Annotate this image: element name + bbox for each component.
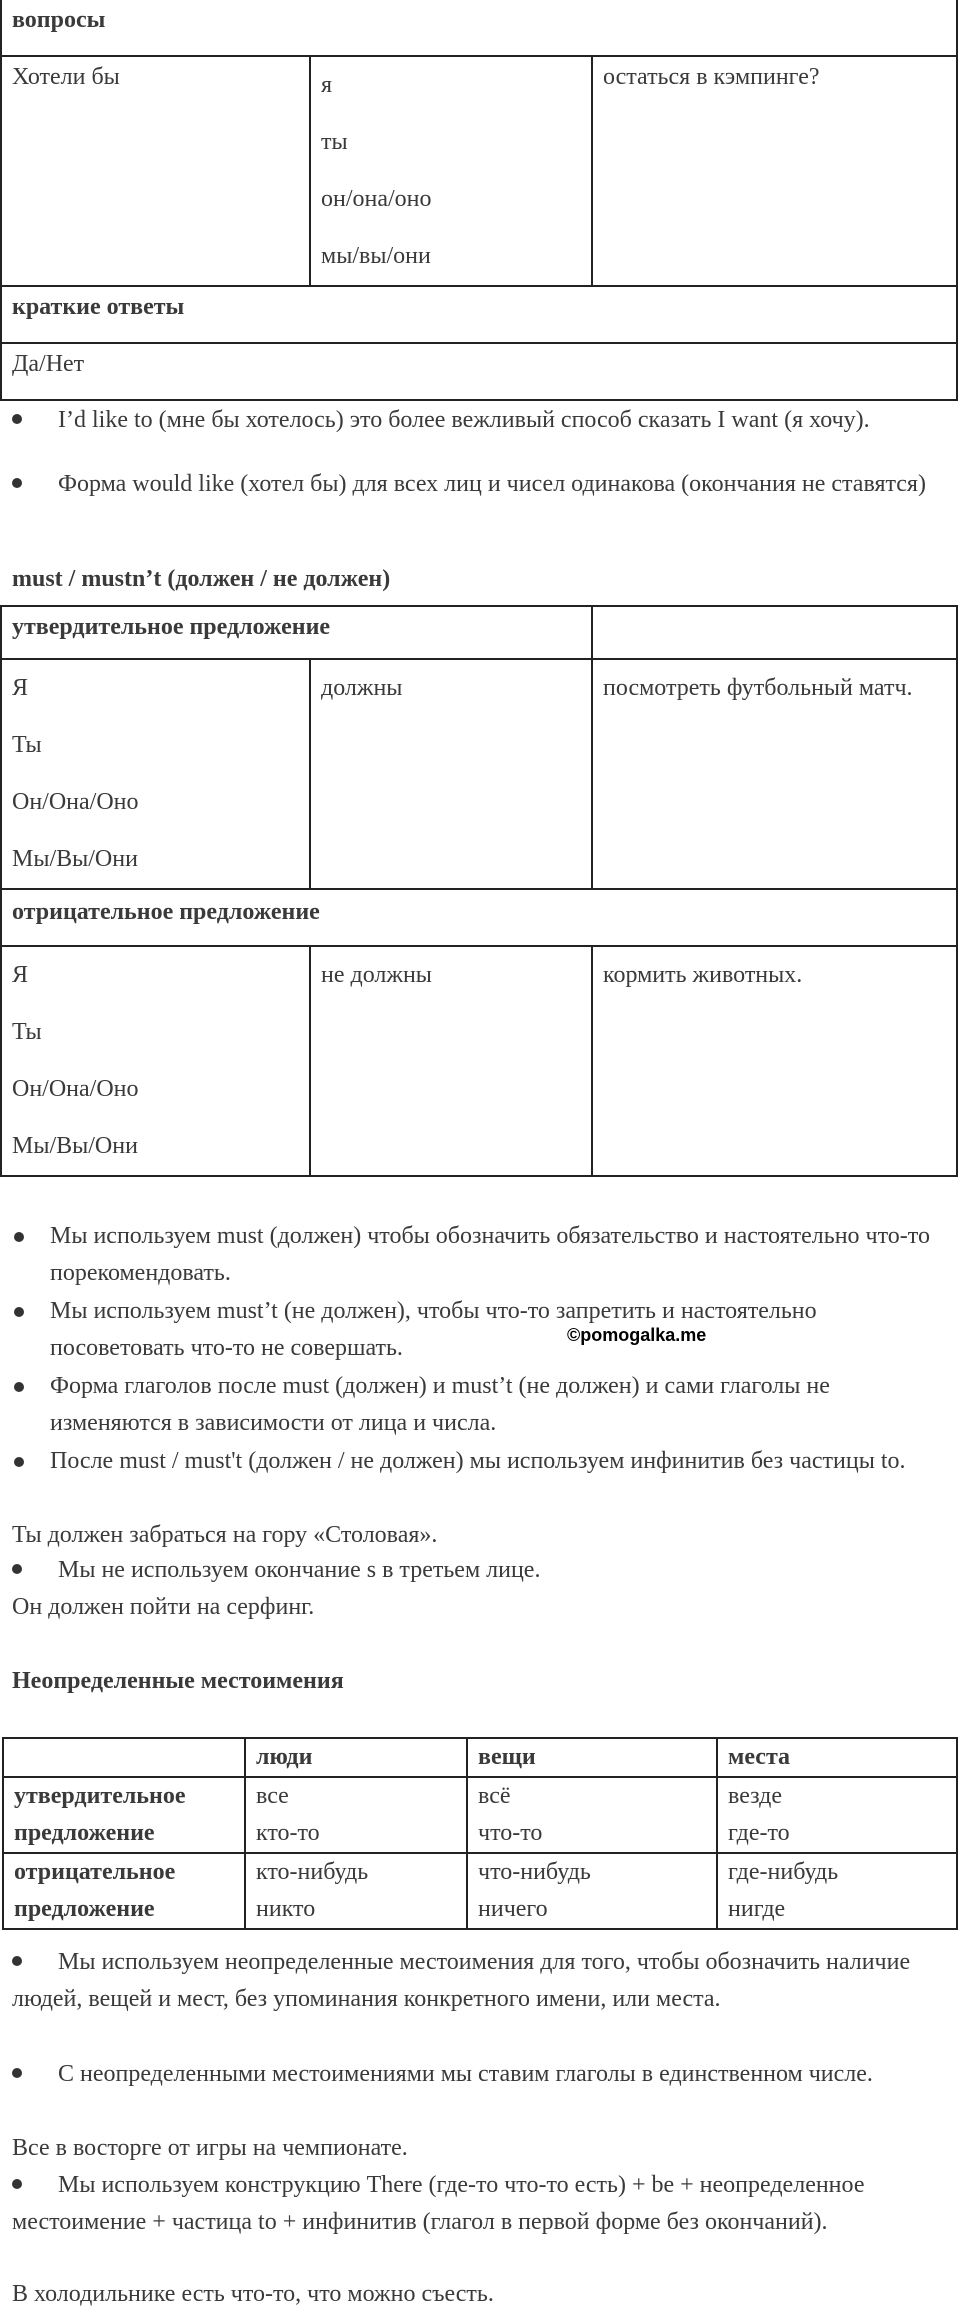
bullet-text: Мы используем must’t (не должен), чтобы что-то запретить и настоятельно посоветовать что-то не совершать. [50,1298,817,1361]
bullet-icon [12,1956,22,1966]
neg-pronoun-3: Он/Она/Оно [12,1076,139,1102]
neg-pronoun-4: Мы/Вы/Они [12,1133,138,1159]
cell-line: всё [478,1783,511,1809]
bullet-icon [12,2179,22,2189]
neg-pronoun-2: Ты [12,1019,42,1045]
pronoun-4: мы/вы/они [321,243,431,269]
example-2: Он должен пойти на серфинг. [12,1594,315,1620]
cell-things [467,1777,717,1853]
pronoun-header-things: вещи [467,1738,717,1777]
must-bullet-4 [14,1443,954,1480]
bullet-text: Мы используем must (должен) чтобы обозначить обязательство и настоятельно что-то порекомендовать. [50,1223,930,1286]
would-table [0,0,958,401]
bullet-text: Форма глаголов после must (должен) и must’t (не должен) и сами глаголы не изменяются в зависимости от лица и числа. [50,1373,830,1436]
cell-line: кто-то [256,1820,320,1846]
cell-line: что-нибудь [478,1859,591,1885]
cell-people [245,1853,467,1929]
cell-line: что-то [478,1820,543,1846]
note-text: Мы используем неопределенные местоимения для того, чтобы обозначить наличие людей, вещей и мест, без упоминания конкретного имени, или места. [12,1949,911,2012]
short-answer: Да/Нет [1,343,957,400]
cell-places [717,1777,957,1853]
note-text: С неопределенными местоимениями мы ставим глаголы в единственном числе. [58,2061,873,2087]
cell-line: все [256,1783,289,1809]
note-would-2 [12,467,952,501]
row-label-neg: отрицательное предложение [3,1853,245,1929]
must-bullet-2 [14,1293,954,1367]
pronoun-note-2 [12,2056,952,2093]
neg-header: отрицательное предложение [1,889,957,946]
pronoun-1: я [321,72,333,98]
example-1: Ты должен забраться на гору «Столовая». [12,1522,438,1548]
table-row [3,1853,957,1929]
pronoun-table [2,1737,958,1930]
cell-line: ничего [478,1896,548,1922]
affirm-object: посмотреть футбольный матч. [592,659,957,889]
cell-line: нигде [728,1896,786,1922]
cell-line: никто [256,1896,316,1922]
neg-pronouns [1,946,310,1176]
cell-line: где-нибудь [728,1859,839,1885]
affirm-pronoun-3: Он/Она/Оно [12,789,139,815]
bullet-icon [14,1307,24,1317]
affirm-pronoun-2: Ты [12,732,42,758]
pronoun-3: он/она/оно [321,186,432,212]
must-heading: must / mustn’t (должен / не должен) [12,566,391,592]
pronoun-header-people: люди [245,1738,467,1777]
neg-pronoun-1: Я [12,962,29,988]
affirm-header-empty [592,606,957,659]
neg-object: кормить животных. [592,946,957,1176]
pronoun-header-places: места [717,1738,957,1777]
bullet-icon [12,1564,22,1574]
there-note [12,2167,952,2241]
note-text: Мы используем конструкцию There (где-то что-то есть) + be + неопределенное местоимение + частица to + инфинитив (глагол в первой форме без окончаний). [12,2172,865,2235]
header-questions: вопросы [1,0,957,56]
bullet-text: После must / must't (должен / не должен) мы используем инфинитив без частицы to. [50,1448,906,1474]
row-label-affirm: утвердительное предложение [3,1777,245,1853]
must-bullet-3 [14,1368,954,1442]
cell-people [245,1777,467,1853]
example-4: В холодильнике есть что-то, что можно съесть. [12,2281,494,2307]
pronoun-2: ты [321,129,348,155]
bullet-icon [14,1232,24,1242]
bullet-icon [14,1457,24,1467]
note-text: Форма would like (хотел бы) для всех лиц и чисел одинакова (окончания не ставятся) [58,471,926,497]
must-table [0,605,958,1177]
pronoun-heading: Неопределенные местоимения [12,1668,344,1694]
bullet-icon [12,414,22,424]
bullet-icon [12,2068,22,2078]
would-pronouns [310,56,592,286]
bullet-icon [12,478,22,488]
would-col1: Хотели бы [1,56,310,286]
pronoun-note-1 [12,1944,952,2018]
note-text: I’d like to (мне бы хотелось) это более вежливый способ сказать I want (я хочу). [58,407,870,433]
affirm-pronoun-1: Я [12,675,29,701]
must-bullet-1 [14,1218,954,1292]
pronoun-header-blank [3,1738,245,1777]
note-would-1 [12,403,952,437]
cell-line: где-то [728,1820,790,1846]
table-row [3,1777,957,1853]
affirm-pronouns [1,659,310,889]
note-s [12,1553,952,1587]
bullet-icon [14,1382,24,1392]
affirm-header: утвердительное предложение [1,606,592,659]
would-col3: остаться в кэмпинге? [592,56,957,286]
affirm-verb: должны [310,659,592,889]
cell-places [717,1853,957,1929]
watermark: ©pomogalka.me [567,1325,707,1345]
cell-line: кто-нибудь [256,1859,369,1885]
example-3: Все в восторге от игры на чемпионате. [12,2135,408,2161]
neg-verb: не должны [310,946,592,1176]
header-short-answers: краткие ответы [1,286,957,343]
cell-line: везде [728,1783,783,1809]
must-bullet-list [14,1218,954,1480]
note-text: Мы не используем окончание s в третьем лице. [58,1557,541,1583]
affirm-pronoun-4: Мы/Вы/Они [12,846,138,872]
cell-things [467,1853,717,1929]
